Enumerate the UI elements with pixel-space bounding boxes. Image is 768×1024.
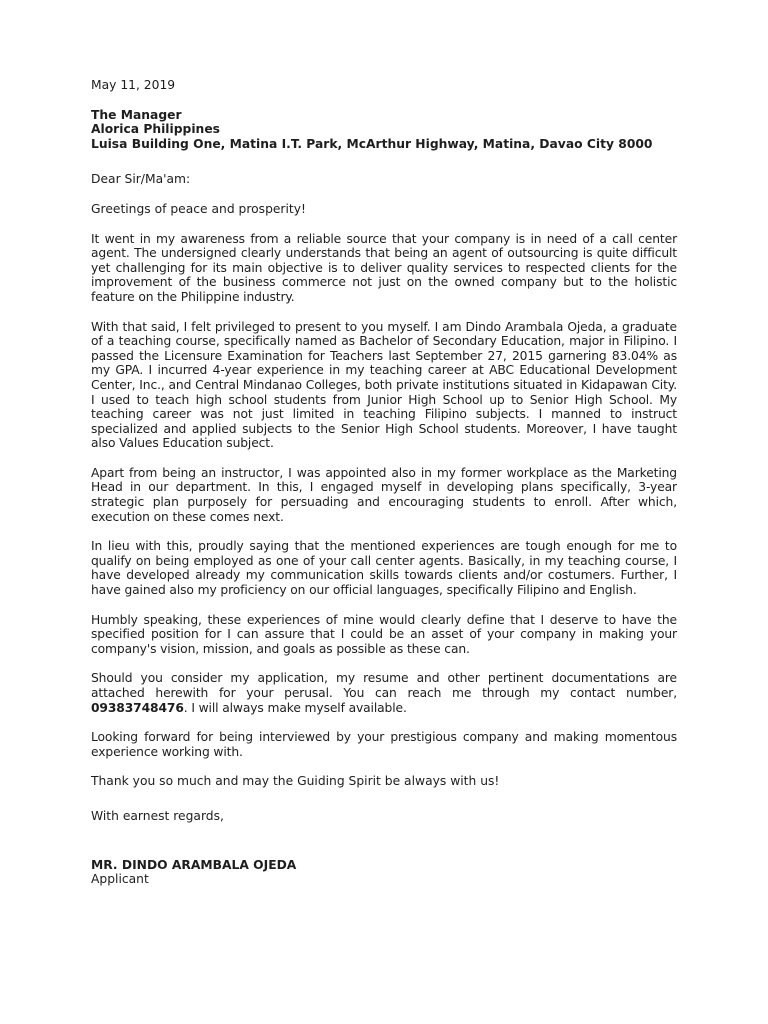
paragraph-marketing: Apart from being an instructor, I was appointed also in my former workplace as the Marketing Head in our department. In this, I engaged myself in developing plans specifically, 3-year strategic plan purposely for persuading and encouraging students to enroll. After which, execution on these comes next. [91, 465, 677, 524]
paragraph-contact [91, 671, 677, 715]
paragraph-qualification: In lieu with this, proudly saying that the mentioned experiences are tough enough for me to qualify on being employed as one of your call center agents. Basically, in my teaching course, I have developed already my communication skills towards clients and/or costumers. Further, I have gained also my proficiency on our official languages, specifically Filipino and English. [91, 539, 677, 598]
paragraph-intro: It went in my awareness from a reliable source that your company is in need of a call center agent. The undersigned clearly understands that being an agent of outsourcing is quite difficult yet challenging for its main objective is to deliver quality services to respected clients for the improvement of the business commerce not just on the owned company but to the holistic feature on the Philippine industry. [91, 231, 677, 304]
letter-date: May 11, 2019 [91, 78, 176, 92]
closing-regards: With earnest regards, [91, 808, 224, 823]
recipient-block [91, 108, 677, 152]
contact-text-before: Should you consider my application, my resume and other pertinent documentations are attached herewith for your perusal. You can reach me through my contact number, [91, 671, 677, 700]
contact-phone-number: 09383748476 [91, 700, 184, 715]
paragraph-assurance: Humbly speaking, these experiences of mine would clearly define that I deserve to have the specified position for I can assure that I could be an asset of your company in making your company's vision, mission, and goals as possible as these can. [91, 612, 677, 656]
contact-text-after: . I will always make myself available. [183, 700, 407, 715]
recipient-address: Luisa Building One, Matina I.T. Park, McArthur Highway, Matina, Davao City 8000 [91, 136, 653, 151]
signature-block [91, 858, 677, 887]
greeting: Greetings of peace and prosperity! [91, 201, 306, 216]
recipient-company: Alorica Philippines [91, 122, 220, 137]
recipient-title: The Manager [91, 107, 182, 122]
salutation: Dear Sir/Ma'am: [91, 172, 191, 187]
letter-body [91, 78, 677, 887]
signer-role: Applicant [91, 872, 149, 887]
paragraph-looking-forward: Looking forward for being interviewed by your prestigious company and making momentous experience working with. [91, 730, 677, 759]
signer-name: MR. DINDO ARAMBALA OJEDA [91, 857, 297, 872]
paragraph-background: With that said, I felt privileged to present to you myself. I am Dindo Arambala Ojeda, a graduate of a teaching course, specifically named as Bachelor of Secondary Education, major in Filipino. I passed the Licensure Examination for Teachers last September 27, 2015 garnering 83.04% as my GPA. I incurred 4-year experience in my teaching career at ABC Educational Development Center, Inc., and Central Mindanao Colleges, both private institutions situated in Kidapawan City. I used to teach high school students from Junior High School up to Senior High School. My teaching career was not just limited in teaching Filipino subjects. I manned to instruct specialized and applied subjects to the Senior High School students. Moreover, I have taught also Values Education subject. [91, 319, 677, 451]
paragraph-thank-you: Thank you so much and may the Guiding Spirit be always with us! [91, 774, 500, 789]
